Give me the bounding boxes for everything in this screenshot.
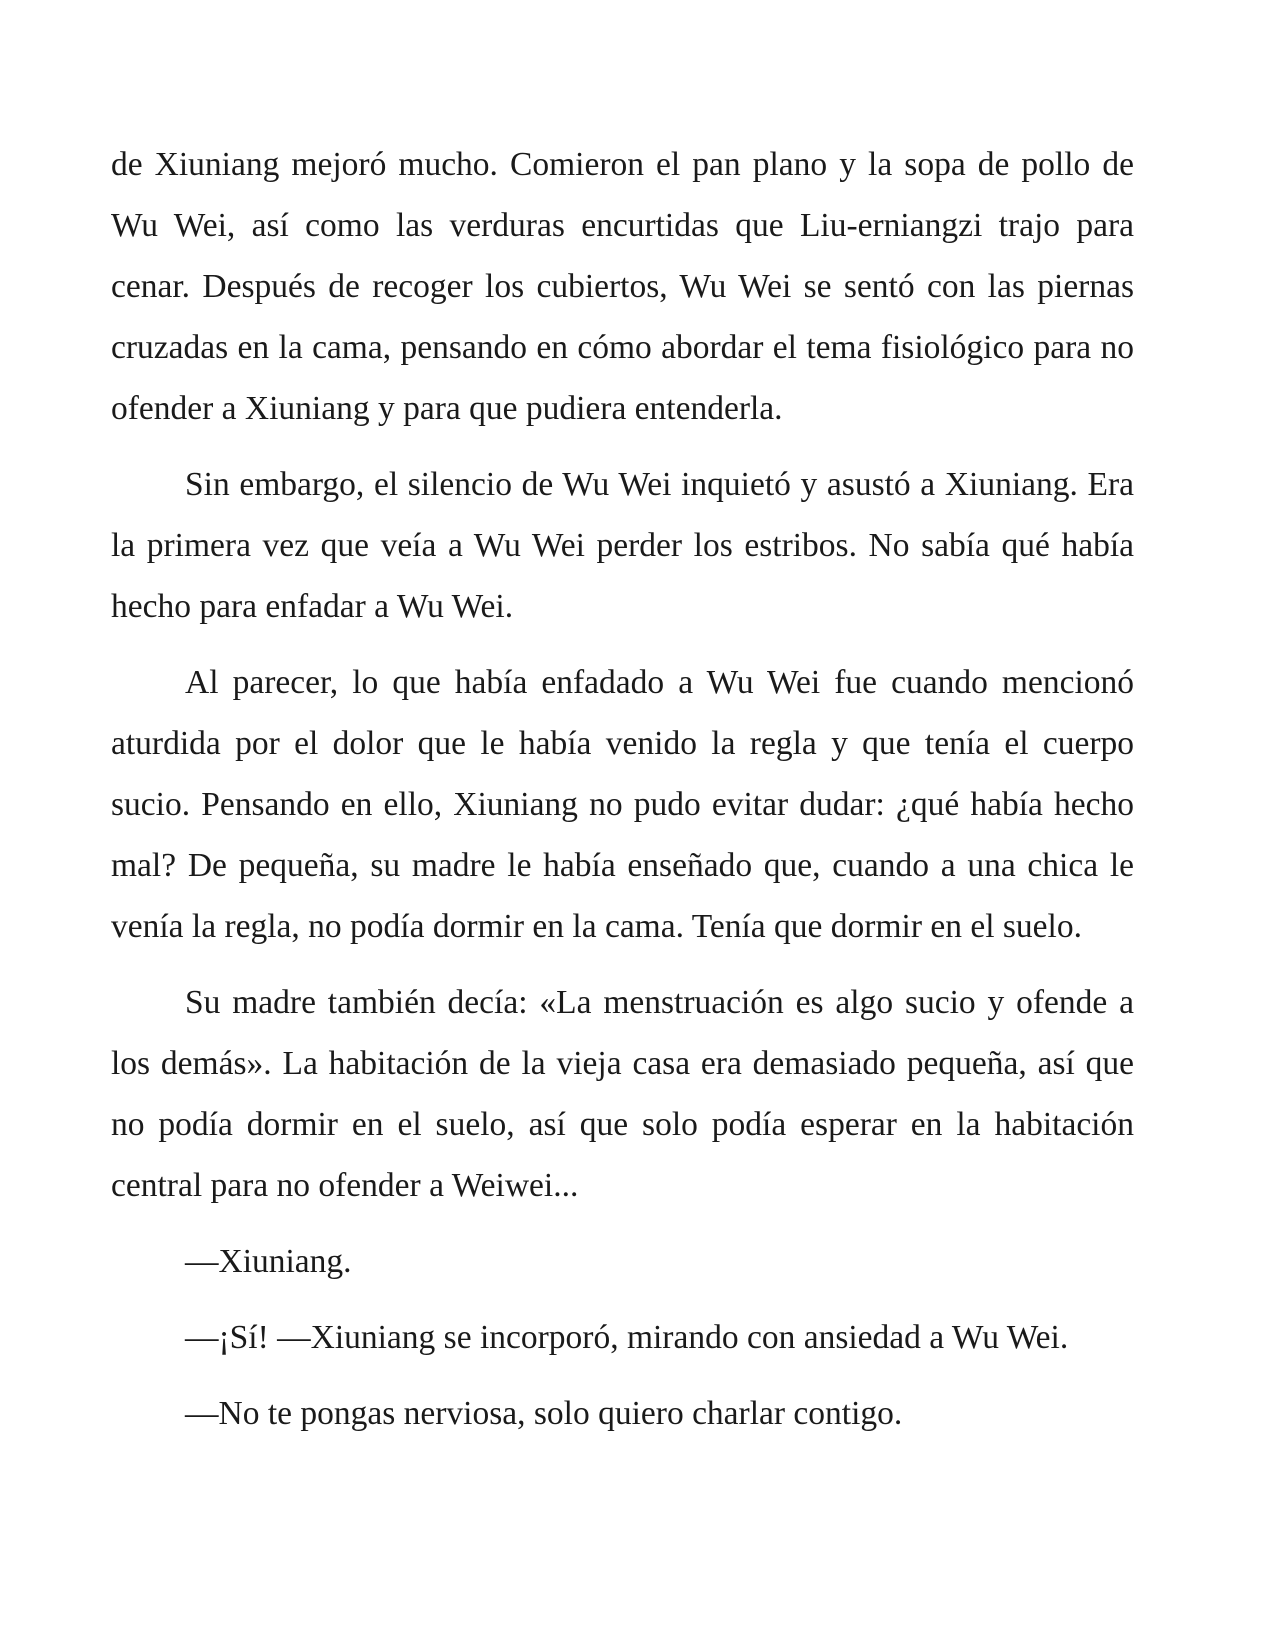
paragraph-2: Sin embargo, el silencio de Wu Wei inquietó y asustó a Xiuniang. Era la primera vez que veía a Wu Wei perder los estribos. No sabía qué había hecho para enfadar a Wu Wei. <box>111 466 1134 625</box>
dialogue-line-3: —No te pongas nerviosa, solo quiero charlar contigo. <box>185 1395 903 1432</box>
dialogue-line-1: —Xiuniang. <box>185 1243 352 1280</box>
dialogue-line-2: —¡Sí! —Xiuniang se incorporó, mirando con ansiedad a Wu Wei. <box>185 1319 1069 1356</box>
paragraph-1: de Xiuniang mejoró mucho. Comieron el pan plano y la sopa de pollo de Wu Wei, así como las verduras encurtidas que Liu-erniangzi trajo para cenar. Después de recoger los cubiertos, Wu Wei se sentó con las piernas cruzadas en la cama, pensando en cómo abordar el tema fisiológico para no ofender a Xiuniang y para que pudiera entenderla. <box>111 146 1134 427</box>
paragraph-3: Al parecer, lo que había enfadado a Wu Wei fue cuando mencionó aturdida por el dolor que le había venido la regla y que tenía el cuerpo sucio. Pensando en ello, Xiuniang no pudo evitar dudar: ¿qué había hecho mal? De pequeña, su madre le había enseñado que, cuando a una chica le venía la regla, no podía dormir en la cama. Tenía que dormir en el suelo. <box>111 664 1134 945</box>
document-page <box>111 134 1134 1459</box>
paragraph-4: Su madre también decía: «La menstruación es algo sucio y ofende a los demás». La habitación de la vieja casa era demasiado pequeña, así que no podía dormir en el suelo, así que solo podía esperar en la habitación central para no ofender a Weiwei... <box>111 984 1134 1204</box>
